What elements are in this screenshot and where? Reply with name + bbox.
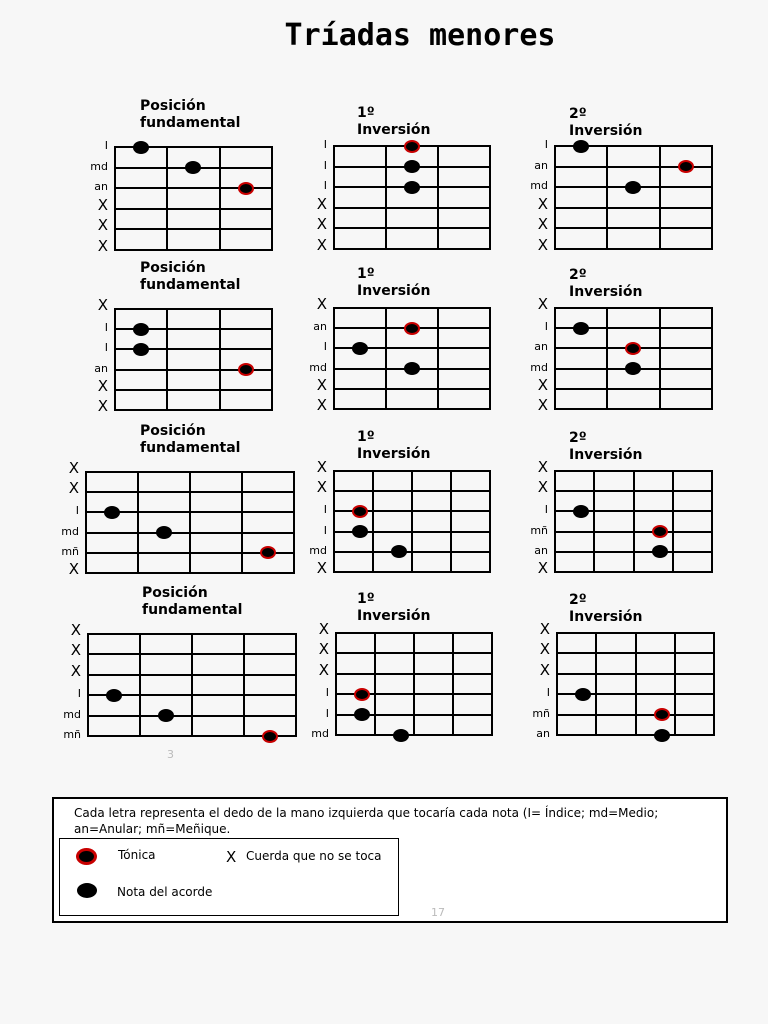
fret-line — [711, 145, 713, 250]
string-line — [114, 228, 271, 230]
muted-string-marker: X — [68, 560, 79, 578]
muted-string-marker: X — [539, 661, 550, 679]
fret-line — [556, 632, 558, 736]
chord-note-dot — [625, 181, 641, 194]
finger-label: an — [534, 340, 548, 353]
fret-line — [219, 146, 221, 251]
fret-line — [554, 307, 556, 410]
finger-label: I — [544, 138, 548, 151]
fret-line — [241, 471, 243, 574]
finger-label: md — [90, 160, 108, 173]
fret-line — [166, 308, 168, 411]
muted-string-marker: X — [316, 376, 327, 394]
chord-note-dot — [354, 708, 370, 721]
fret-line — [293, 471, 295, 574]
finger-label: I — [104, 321, 108, 334]
muted-string-marker: X — [318, 661, 329, 679]
finger-label: an — [534, 159, 548, 172]
diagram-title: 1º Inversión — [357, 591, 431, 624]
small-page-number: 3 — [167, 748, 174, 761]
string-line — [333, 307, 489, 309]
chord-note-dot-icon — [77, 883, 97, 898]
chord-note-dot — [404, 160, 420, 173]
chord-note-dot — [654, 729, 670, 742]
chord-note-dot — [573, 140, 589, 153]
finger-label: I — [77, 687, 81, 700]
string-line — [554, 207, 711, 209]
fret-line — [87, 633, 89, 737]
muted-string-marker: X — [97, 196, 108, 214]
chord-note-dot — [404, 181, 420, 194]
muted-string-marker: X — [537, 236, 548, 254]
fret-line — [491, 632, 493, 736]
fret-line — [713, 632, 715, 736]
finger-label: I — [104, 139, 108, 152]
fret-line — [333, 307, 335, 410]
finger-label: an — [534, 544, 548, 557]
muted-string-marker: X — [537, 559, 548, 577]
muted-string-icon: X — [226, 848, 237, 866]
fret-line — [271, 308, 273, 411]
string-line — [114, 389, 271, 391]
finger-label: mñ — [61, 545, 79, 558]
chord-note-dot — [158, 709, 174, 722]
muted-string-marker: X — [537, 376, 548, 394]
chord-note-dot — [133, 323, 149, 336]
chord-note-dot — [404, 362, 420, 375]
page-number: 17 — [431, 906, 445, 919]
fret-line — [674, 632, 676, 736]
fret-line — [633, 470, 635, 573]
muted-string-marker: X — [316, 559, 327, 577]
muted-string-marker: X — [70, 641, 81, 659]
muted-string-marker: X — [70, 621, 81, 639]
fret-line — [114, 146, 116, 251]
muted-string-marker: X — [316, 236, 327, 254]
fret-line — [711, 307, 713, 410]
fret-line — [413, 632, 415, 736]
chord-note-dot — [185, 161, 201, 174]
fret-line — [452, 632, 454, 736]
string-line — [554, 227, 711, 229]
finger-label: md — [63, 708, 81, 721]
diagram-title: 1º Inversión — [357, 105, 431, 138]
tonic-dot — [652, 525, 668, 538]
finger-label: an — [536, 727, 550, 740]
string-line — [333, 248, 489, 250]
muted-string-marker: X — [97, 216, 108, 234]
diagram-title: 2º Inversión — [569, 592, 643, 625]
finger-label: I — [323, 138, 327, 151]
muted-string-marker: X — [316, 396, 327, 414]
diagram-title: Posición fundamental — [140, 423, 241, 456]
string-line — [554, 408, 711, 410]
fret-line — [672, 470, 674, 573]
fret-line — [333, 470, 335, 573]
finger-label: md — [309, 361, 327, 374]
fret-line — [450, 470, 452, 573]
muted-string-marker: X — [316, 195, 327, 213]
muted-string-marker: X — [537, 215, 548, 233]
muted-string-marker: X — [318, 640, 329, 658]
fret-line — [166, 146, 168, 251]
finger-label: md — [530, 361, 548, 374]
fret-line — [219, 308, 221, 411]
string-line — [554, 248, 711, 250]
tonic-dot — [238, 182, 254, 195]
tonic-dot — [654, 708, 670, 721]
finger-label: I — [323, 524, 327, 537]
chord-note-dot — [106, 689, 122, 702]
muted-string-marker: X — [97, 397, 108, 415]
fret-line — [189, 471, 191, 574]
legend-description: Cada letra representa el dedo de la mano izquierda que tocaría cada nota (I= Índice; md=Medio; an=Anular; mñ=Meñique. — [74, 806, 659, 836]
finger-label: mñ — [532, 707, 550, 720]
tonic-dot — [354, 688, 370, 701]
page-title: Tríadas menores — [284, 18, 556, 53]
muted-string-marker: X — [97, 237, 108, 255]
muted-string-marker: X — [539, 640, 550, 658]
tonic-dot — [404, 322, 420, 335]
fret-line — [437, 145, 439, 250]
fret-line — [137, 471, 139, 574]
fret-line — [489, 307, 491, 410]
fret-line — [374, 632, 376, 736]
finger-label: I — [104, 341, 108, 354]
diagram-title: Posición fundamental — [140, 98, 241, 131]
muted-string-marker: X — [537, 195, 548, 213]
fret-line — [139, 633, 141, 737]
finger-label: mñ — [63, 728, 81, 741]
chord-note-dot — [156, 526, 172, 539]
string-line — [114, 308, 271, 310]
string-line — [114, 249, 271, 251]
diagram-title: 2º Inversión — [569, 267, 643, 300]
fret-line — [385, 307, 387, 410]
chord-note-dot — [625, 362, 641, 375]
muted-string-marker: X — [97, 296, 108, 314]
chord-note-dot — [573, 505, 589, 518]
chord-note-dot — [104, 506, 120, 519]
tonic-dot — [625, 342, 641, 355]
fret-line — [295, 633, 297, 737]
finger-label: I — [323, 159, 327, 172]
fret-line — [191, 633, 193, 737]
finger-label: an — [313, 320, 327, 333]
chord-note-dot — [575, 688, 591, 701]
string-line — [114, 409, 271, 411]
finger-label: I — [325, 707, 329, 720]
fret-line — [711, 470, 713, 573]
legend-box — [52, 797, 728, 923]
muted-string-marker: X — [537, 295, 548, 313]
chord-note-dot — [352, 525, 368, 538]
string-line — [114, 208, 271, 210]
string-line — [554, 307, 711, 309]
string-line — [333, 227, 489, 229]
fret-line — [659, 307, 661, 410]
fret-line — [385, 145, 387, 250]
finger-label: md — [309, 544, 327, 557]
muted-string-label: Cuerda que no se toca — [246, 849, 382, 863]
finger-label: an — [94, 362, 108, 375]
fret-line — [606, 307, 608, 410]
muted-string-marker: X — [537, 458, 548, 476]
finger-label: I — [323, 179, 327, 192]
muted-string-marker: X — [97, 377, 108, 395]
chord-note-dot — [393, 729, 409, 742]
finger-label: I — [544, 320, 548, 333]
fret-line — [114, 308, 116, 411]
fret-line — [554, 145, 556, 250]
finger-label: md — [61, 525, 79, 538]
diagram-title: Posición fundamental — [140, 260, 241, 293]
finger-label: I — [544, 503, 548, 516]
finger-label: I — [323, 340, 327, 353]
chord-note-dot — [652, 545, 668, 558]
string-line — [333, 408, 489, 410]
fret-line — [243, 633, 245, 737]
finger-label: I — [325, 686, 329, 699]
muted-string-marker: X — [537, 478, 548, 496]
tonic-dot — [404, 140, 420, 153]
tonic-dot — [262, 730, 278, 743]
chord-note-dot — [133, 343, 149, 356]
diagram-title: 1º Inversión — [357, 429, 431, 462]
tonic-dot-icon — [76, 848, 97, 865]
chord-note-dot — [573, 322, 589, 335]
fret-line — [635, 632, 637, 736]
fret-line — [372, 470, 374, 573]
finger-label: md — [530, 179, 548, 192]
chord-note-dot — [352, 342, 368, 355]
finger-label: md — [311, 727, 329, 740]
muted-string-marker: X — [316, 215, 327, 233]
fret-line — [595, 632, 597, 736]
muted-string-marker: X — [316, 478, 327, 496]
fret-line — [85, 471, 87, 574]
diagram-title: 2º Inversión — [569, 430, 643, 463]
muted-string-marker: X — [68, 479, 79, 497]
finger-label: I — [546, 686, 550, 699]
fret-line — [333, 145, 335, 250]
muted-string-marker: X — [316, 458, 327, 476]
finger-label: I — [75, 504, 79, 517]
tonic-dot — [238, 363, 254, 376]
fret-line — [489, 145, 491, 250]
fret-line — [411, 470, 413, 573]
tonic-dot — [678, 160, 694, 173]
muted-string-marker: X — [539, 620, 550, 638]
fret-line — [659, 145, 661, 250]
finger-label: mñ — [530, 524, 548, 537]
muted-string-marker: X — [70, 662, 81, 680]
diagram-title: 1º Inversión — [357, 266, 431, 299]
fret-line — [489, 470, 491, 573]
muted-string-marker: X — [537, 396, 548, 414]
fret-line — [593, 470, 595, 573]
fret-line — [606, 145, 608, 250]
fret-line — [335, 632, 337, 736]
string-line — [554, 388, 711, 390]
finger-label: I — [323, 503, 327, 516]
tonic-label: Tónica — [118, 848, 156, 862]
tonic-dot — [352, 505, 368, 518]
legend-keys — [59, 838, 399, 916]
string-line — [333, 388, 489, 390]
muted-string-marker: X — [68, 459, 79, 477]
muted-string-marker: X — [316, 295, 327, 313]
finger-label: an — [94, 180, 108, 193]
fret-line — [437, 307, 439, 410]
chord-note-label: Nota del acorde — [117, 885, 213, 899]
muted-string-marker: X — [318, 620, 329, 638]
tonic-dot — [260, 546, 276, 559]
chord-note-dot — [391, 545, 407, 558]
fret-line — [271, 146, 273, 251]
diagram-title: 2º Inversión — [569, 106, 643, 139]
string-line — [333, 207, 489, 209]
chord-note-dot — [133, 141, 149, 154]
diagram-title: Posición fundamental — [142, 585, 243, 618]
fret-line — [554, 470, 556, 573]
